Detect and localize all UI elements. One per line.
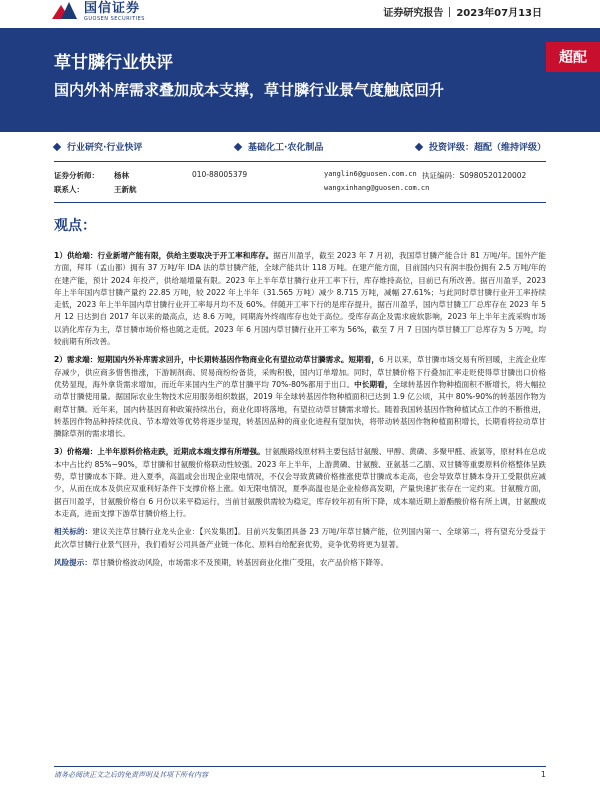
- paragraph-demand: [54, 354, 546, 440]
- section-title: 观点：: [54, 218, 96, 234]
- meta-rating: [416, 140, 546, 153]
- supply-lead: 1）供给端：行业新增产能有限，供给主要取决于开工率和库存。: [54, 251, 274, 260]
- paragraph-price: [54, 446, 546, 520]
- demand-short-term-label: 短期看，: [348, 355, 379, 365]
- report-date: 2023年07月13日: [456, 8, 542, 19]
- price-text: 甘氨酸路线原材料主要包括甘氨酸、甲醇、黄磷、多聚甲醛、液氯等，原材料在总成本中占比约 85%~90%，草甘膦和甘氨酸价格联动性较强。2023 年上半年，上游黄磷、甘氨酸、亚氨基二乙腈、双甘膦等重要原料价格整体呈跌势，草甘膦成本下降。进入夏季，高温或会出现企业限电情况，不仅会导致黄磷价格推涨使草甘膦成本走高，也会导致草甘膦本身开工受限供应减少，从而在成本及供应双重利好条件下支撑价格上涨。如无限电情况，夏季高温也是企业检修高发期，产量快速扩张存在一定约束。甘氨酸方面，据百川盈孚，甘氨酸价格自 6 月份以来平稳运行，当前甘氨酸供需较为稳定，库存较年初有所下降，成本端近期上游酯酸价格有所上调，甘氨酸成本走高，进而支撑下游草甘膦价格上行。: [54, 447, 547, 518]
- related-text: 建议关注草甘膦行业龙头企业：【兴发集团】。目前兴发集团具备 23 万吨/年草甘膦产能，位列国内第一、全球第二，将有望充分受益于此次草甘膦行业景气回升，我们看好公司具备产业链一体化、原料自给配套优势，竞争优势将更为显著。: [54, 527, 546, 549]
- rating-badge: 超配: [546, 42, 600, 72]
- report-subtitle: 国内外补库需求叠加成本支撑，草甘膦行业景气度触底回升: [54, 81, 445, 99]
- paragraph-supply: [54, 250, 546, 348]
- category-label: 行业研究·行业快评: [67, 143, 143, 153]
- divider: [54, 766, 546, 767]
- demand-text-2: 全球转基因作物种植面积不断增长，将大幅拉动草甘膦使用量。据国际农业生物技术应用服务组织数据，2019 年全球转基因作物种植面积已达到 1.9 亿公顷，其中 80%-90%的转基因作物为耐草甘膦。近年来，国内转基因育种政策持续出台，商业化即将落地，有望拉动草甘膦需求增长。随着我国转基因作物种植试点工作的不断推进，转基因作物品种持续优良、节本增效等优势将逐步显现，转基因品种的商业化进程有望加快，将带动转基因作物种植面积增长，长期看将拉动草甘膦除草剂的需求增长。: [54, 379, 546, 439]
- analyst-license: 执证编码：S0980520120002: [422, 171, 527, 180]
- demand-lead: 2）需求端：短期国内外补库需求回升，中长期转基因作物商业化有望拉动草甘膦需求。: [54, 355, 349, 365]
- meta-row: [54, 140, 546, 153]
- rating-label: 投资评级：超配（维持评级）: [428, 143, 546, 153]
- sector-label: 基础化工·农化制品: [247, 143, 324, 153]
- analyst-label: 证券分析师：: [54, 171, 99, 180]
- meta-sector: [235, 140, 323, 153]
- diamond-icon: [53, 142, 61, 150]
- contact-name: 王新航: [114, 185, 137, 194]
- contact-email: wangxinhang@guosen.com.cn: [324, 184, 430, 192]
- page-number: 1: [540, 770, 546, 779]
- logo-mark-icon: [52, 2, 78, 22]
- analyst-row: [54, 170, 546, 184]
- related-label: 相关标的：: [54, 527, 93, 537]
- analyst-email: yanglin6@guosen.com.cn: [324, 170, 417, 178]
- supply-text: 据百川盈孚，截至 2023 年 7 月初，我国草甘膦产能合计 81 万吨/年。国外产能方面，拜耳（孟山都）拥有 37 万吨/年 IDA 法的草甘膦产能，全球产能共计 118 万吨。在建产能方面，目前国内只有润丰股份拥有 2.5 万吨/年的在建产能，预计 2024 年投产，供给端增量有限。2023 年上半年草甘膦行业开工率下行，库存维持高位，目前已有所改善。据百川盈孚，2023 年上半年国内草甘膦产量约 22.85 万吨，较 2022 年上半年（31.565 万吨）减少 8.715 万吨，减幅 27.61%；与此同时草甘膦行业开工率持续走低，2023 年上半年国内草甘膦行业开工率每月均不及 60%。伴随开工率下行的是库存提升，据百川盈孚，国内草甘膦工厂总库存在 2023 年 5 月 12 日达到自 2017 年以来的最高点，达 8.6 万吨，同期海外终端库存也处于高位。受库存高企及需求疲软影响，2023 年上半年主流采购市场以消化库存为主，草甘膦市场价格也随之走低。2023 年 6 月国内草甘膦行业开工率为 56%，截至 7 月 7 日国内草甘膦工厂总库存为 5 万吨，均较前期有所改善。: [54, 251, 547, 347]
- paragraph-related: [54, 526, 546, 551]
- diamond-icon: [415, 142, 423, 150]
- price-lead: 3）价格端：上半年原料价格走跌，近期成本端支撑有所增强。: [54, 447, 265, 457]
- report-tag: [383, 4, 542, 19]
- report-type: 证券研究报告: [383, 8, 444, 19]
- logo-name-cn: 国信证券: [84, 1, 141, 16]
- contact-row: [54, 184, 546, 198]
- paragraph-risk: [54, 557, 546, 569]
- top-bar: [0, 0, 600, 30]
- meta-category: [54, 140, 142, 153]
- contact-label: 联系人：: [54, 185, 84, 194]
- title-banner: [0, 28, 600, 132]
- diamond-icon: [234, 142, 242, 150]
- divider: [54, 202, 546, 203]
- report-title: 草甘膦行业快评: [54, 53, 173, 73]
- guosen-logo: [52, 0, 145, 24]
- risk-label: 风险提示：: [54, 557, 92, 567]
- divider: [449, 7, 450, 17]
- demand-long-term-label: 中长期看，: [354, 379, 393, 389]
- report-body: [54, 250, 546, 575]
- divider: [54, 161, 546, 162]
- logo-name-en: GUOSEN SECURITIES: [84, 16, 145, 22]
- demand-text: 6 月以来，草甘膦市场交易有所回暖，主流企业库存减少，供应商多惜售推涨，下游制剂商、贸易商纷纷备货，采购积极，国内订单增加。同时，草甘膦价格下行叠加汇率走贬使得草甘膦出口价格优势显现，海外拿货需求增加，而近年来国内生产的草甘膦平均 70%-80%都用于出口。: [54, 355, 547, 389]
- analyst-block: [54, 170, 546, 198]
- analyst-phone: 010-88005379: [192, 170, 248, 179]
- analyst-name: 杨林: [114, 171, 129, 180]
- footer-disclaimer: 请务必阅读正文之后的免责声明及其项下所有内容: [54, 771, 208, 779]
- risk-text: 草甘膦价格波动风险，市场需求不及预期，转基因商业化推广受阻，农产品价格下降等。: [91, 557, 389, 567]
